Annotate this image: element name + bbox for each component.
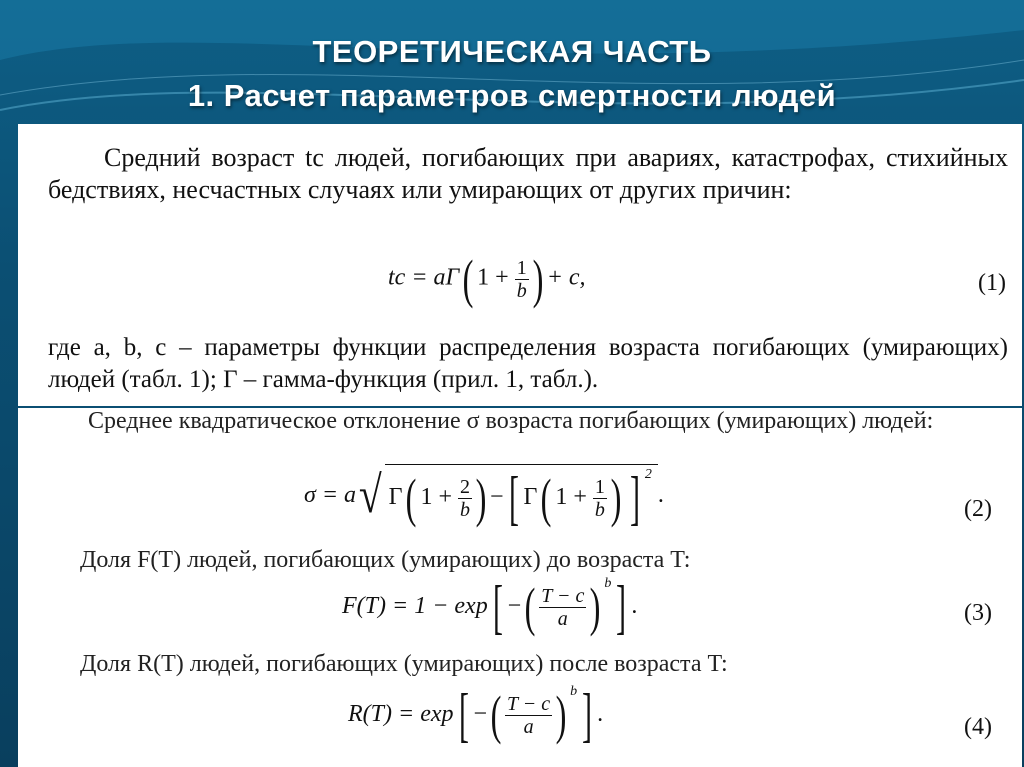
eq2-power: 2: [644, 467, 652, 482]
equation-4-number: (4): [964, 714, 992, 740]
content-panel: [18, 124, 1022, 767]
sqrt-icon: √: [358, 467, 382, 525]
eq4-denominator: a: [523, 715, 534, 738]
paragraph-std-deviation: Среднее квадратическое отклонение σ возраста погибающих (умирающих) людей:: [88, 408, 934, 434]
eq2-gamma-2: Γ: [523, 484, 538, 510]
eq3-bracket-close: ]: [616, 574, 627, 641]
eq2-minus: −: [489, 484, 504, 510]
eq2-fraction-2: [593, 476, 607, 521]
eq2-bracket-open: [: [508, 465, 519, 532]
eq1-numerator: 1: [516, 256, 527, 279]
eq3-paren-open: (: [524, 577, 536, 638]
paragraph-mean-age: Средний возраст tc людей, погибающих при авариях, катастрофах, стихийных бедствиях, несчастных случаях или умирающих от других причин:: [48, 143, 1008, 204]
equation-3: [342, 574, 638, 641]
eq4-bracket-close: ]: [582, 682, 593, 749]
equation-3-number: (3): [964, 600, 992, 626]
eq2-numerator-1: 2: [459, 475, 470, 498]
paragraph-share-after-age: Доля R(T) людей, погибающих (умирающих) после возраста T:: [80, 651, 728, 677]
eq2-denominator-2: b: [594, 498, 605, 521]
title-line-1: ТЕОРЕТИЧЕСКАЯ ЧАСТЬ: [312, 34, 712, 69]
eq2-radicand: [385, 464, 658, 532]
eq2-one-1: 1 +: [420, 484, 452, 510]
eq1-denominator: b: [516, 279, 527, 302]
paragraph-share-before-age: Доля F(T) людей, погибающих (умирающих) до возраста T:: [80, 547, 691, 573]
eq2-denominator-1: b: [459, 498, 470, 521]
eq4-power: b: [570, 684, 578, 699]
eq3-paren-close: ): [589, 577, 601, 638]
paragraph-parameters: где a, b, c – параметры функции распределения возраста погибающих (умирающих) людей (табл. 1); Γ – гамма-функция (прил. 1, табл.).: [48, 334, 1008, 393]
equation-4: [348, 682, 604, 749]
eq2-fraction-1: [458, 476, 472, 521]
eq3-dot: .: [631, 593, 638, 619]
eq3-minus: −: [507, 593, 522, 619]
eq1-tail: + c,: [546, 264, 586, 291]
eq4-paren-close: ): [555, 685, 567, 746]
equation-1: [388, 249, 586, 309]
eq3-power: b: [604, 576, 612, 591]
eq2-dot: .: [657, 481, 664, 508]
equation-2-number: (2): [964, 496, 992, 522]
eq3-bracket-open: [: [492, 574, 503, 641]
eq1-paren-close: ): [532, 249, 544, 309]
equation-2: [304, 464, 664, 532]
eq2-paren-close-2: ): [610, 468, 622, 529]
eq2-numerator-2: 1: [594, 475, 605, 498]
slide-title: [0, 30, 1024, 118]
eq4-lhs: R(T) = exp: [348, 701, 454, 727]
title-line-2: 1. Расчет параметров смертности людей: [187, 78, 837, 113]
eq2-lhs: σ = a: [304, 481, 357, 508]
eq4-paren-open: (: [490, 685, 502, 746]
equation-1-number: (1): [978, 270, 1006, 296]
eq3-denominator: a: [557, 607, 568, 630]
eq2-paren-close-1: ): [475, 468, 487, 529]
eq4-dot: .: [597, 701, 604, 727]
eq2-bracket-close: ]: [629, 465, 640, 532]
eq2-one-2: 1 +: [555, 484, 587, 510]
eq1-fraction: [515, 257, 529, 302]
eq2-paren-open-1: (: [406, 468, 417, 529]
eq4-fraction: [505, 693, 552, 738]
eq4-numerator: T − c: [507, 692, 551, 715]
eq2-paren-open-2: (: [540, 468, 552, 529]
eq4-minus: −: [473, 701, 488, 727]
eq3-fraction: [539, 585, 586, 630]
eq1-paren-open: (: [462, 249, 474, 309]
eq4-bracket-open: [: [458, 682, 469, 749]
eq2-gamma-1: Γ: [388, 484, 403, 510]
eq3-lhs: F(T) = 1 − exp: [342, 593, 488, 619]
eq1-lhs: tc = aΓ: [388, 264, 460, 291]
eq1-one: 1 +: [477, 264, 509, 291]
eq3-numerator: T − c: [541, 584, 585, 607]
